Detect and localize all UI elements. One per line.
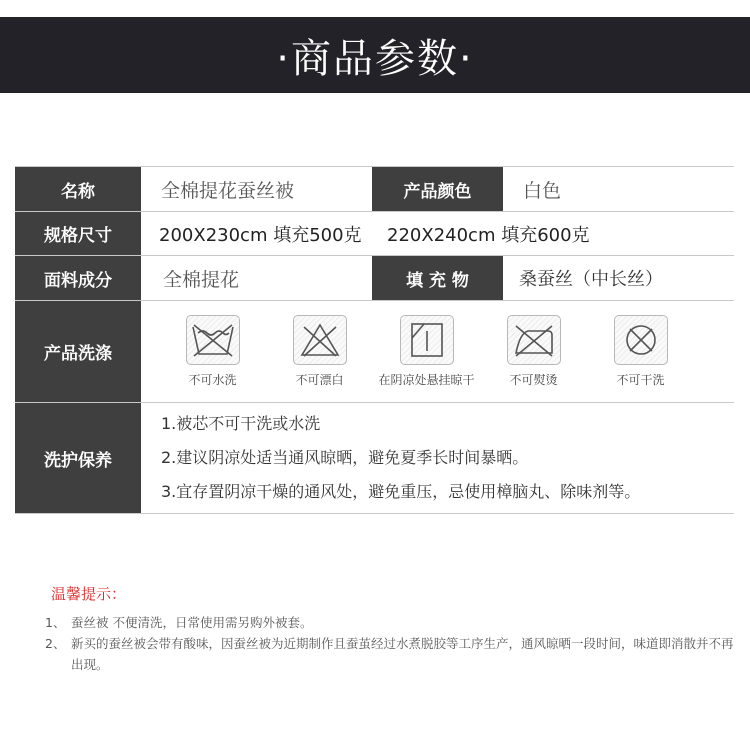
- spec-row-care: [15, 403, 734, 513]
- page-title: ·商品参数·: [276, 35, 474, 82]
- size-label: 规格尺寸: [15, 212, 141, 255]
- fabric-value: 全棉提花: [163, 268, 240, 291]
- tip-number: 1、: [45, 615, 66, 630]
- spec-row-name: [15, 167, 734, 212]
- spec-row-wash: [15, 301, 734, 403]
- color-label: 产品颜色: [372, 167, 503, 211]
- fabric-label: 面料成分: [15, 256, 141, 300]
- tip-item: [45, 612, 735, 633]
- wash-label: 产品洗涤: [15, 301, 141, 402]
- wash-item-label: 不可水洗: [188, 373, 237, 387]
- tips-title: 温馨提示：: [51, 585, 127, 603]
- tip-number: 2、: [45, 636, 66, 651]
- filling-value: 桑蚕丝（中长丝）: [519, 269, 663, 290]
- care-line: 2.建议阴凉处适当通风晾晒，避免夏季长时间暴晒。: [161, 448, 529, 467]
- wash-icons: [141, 301, 734, 402]
- wash-item: [587, 315, 694, 388]
- wash-item: [480, 315, 587, 388]
- care-line: 1.被芯不可干洗或水洗: [161, 414, 321, 433]
- care-label: 洗护保养: [15, 403, 141, 513]
- size-value-1: 200X230cm 填充500克: [159, 224, 362, 246]
- spec-row-size: [15, 212, 734, 256]
- header-banner: [0, 17, 750, 93]
- filling-label: 填 充 物: [372, 256, 503, 300]
- wash-item-label: 不可熨烫: [509, 373, 558, 387]
- hang-dry-in-shade-icon: [400, 315, 454, 365]
- care-instructions: [141, 403, 734, 513]
- wash-item-label: 不可漂白: [295, 373, 344, 387]
- wash-item-label: 不可干洗: [616, 373, 665, 387]
- color-value: 白色: [523, 179, 562, 202]
- no-bleach-icon: [293, 315, 347, 365]
- spec-table: [15, 166, 734, 514]
- wash-item: [266, 315, 373, 388]
- no-dry-clean-icon: [614, 315, 668, 365]
- tip-text: 蚕丝被 不便清洗，日常使用需另购外被套。: [71, 615, 313, 630]
- tip-item: [45, 633, 735, 675]
- name-label: 名称: [15, 167, 141, 211]
- tip-text: 新买的蚕丝被会带有酸味，因蚕丝被为近期制作且蚕茧经过水煮脱胶等工序生产，通风晾晒一段时间，味道即消散并不再出现。: [71, 636, 734, 672]
- care-line: 3.宜存置阴凉干燥的通风处，避免重压，忌使用樟脑丸、除味剂等。: [161, 482, 641, 501]
- no-water-wash-icon: [186, 315, 240, 365]
- wash-item: [159, 315, 266, 388]
- size-value-2: 220X240cm 填充600克: [387, 224, 590, 246]
- spec-row-material: [15, 256, 734, 301]
- tips-section: [45, 583, 735, 675]
- wash-item-label: 在阴凉处悬挂晾干: [378, 373, 475, 387]
- wash-item: [373, 315, 480, 388]
- name-value: 全棉提花蚕丝被: [161, 179, 295, 202]
- no-iron-icon: [507, 315, 561, 365]
